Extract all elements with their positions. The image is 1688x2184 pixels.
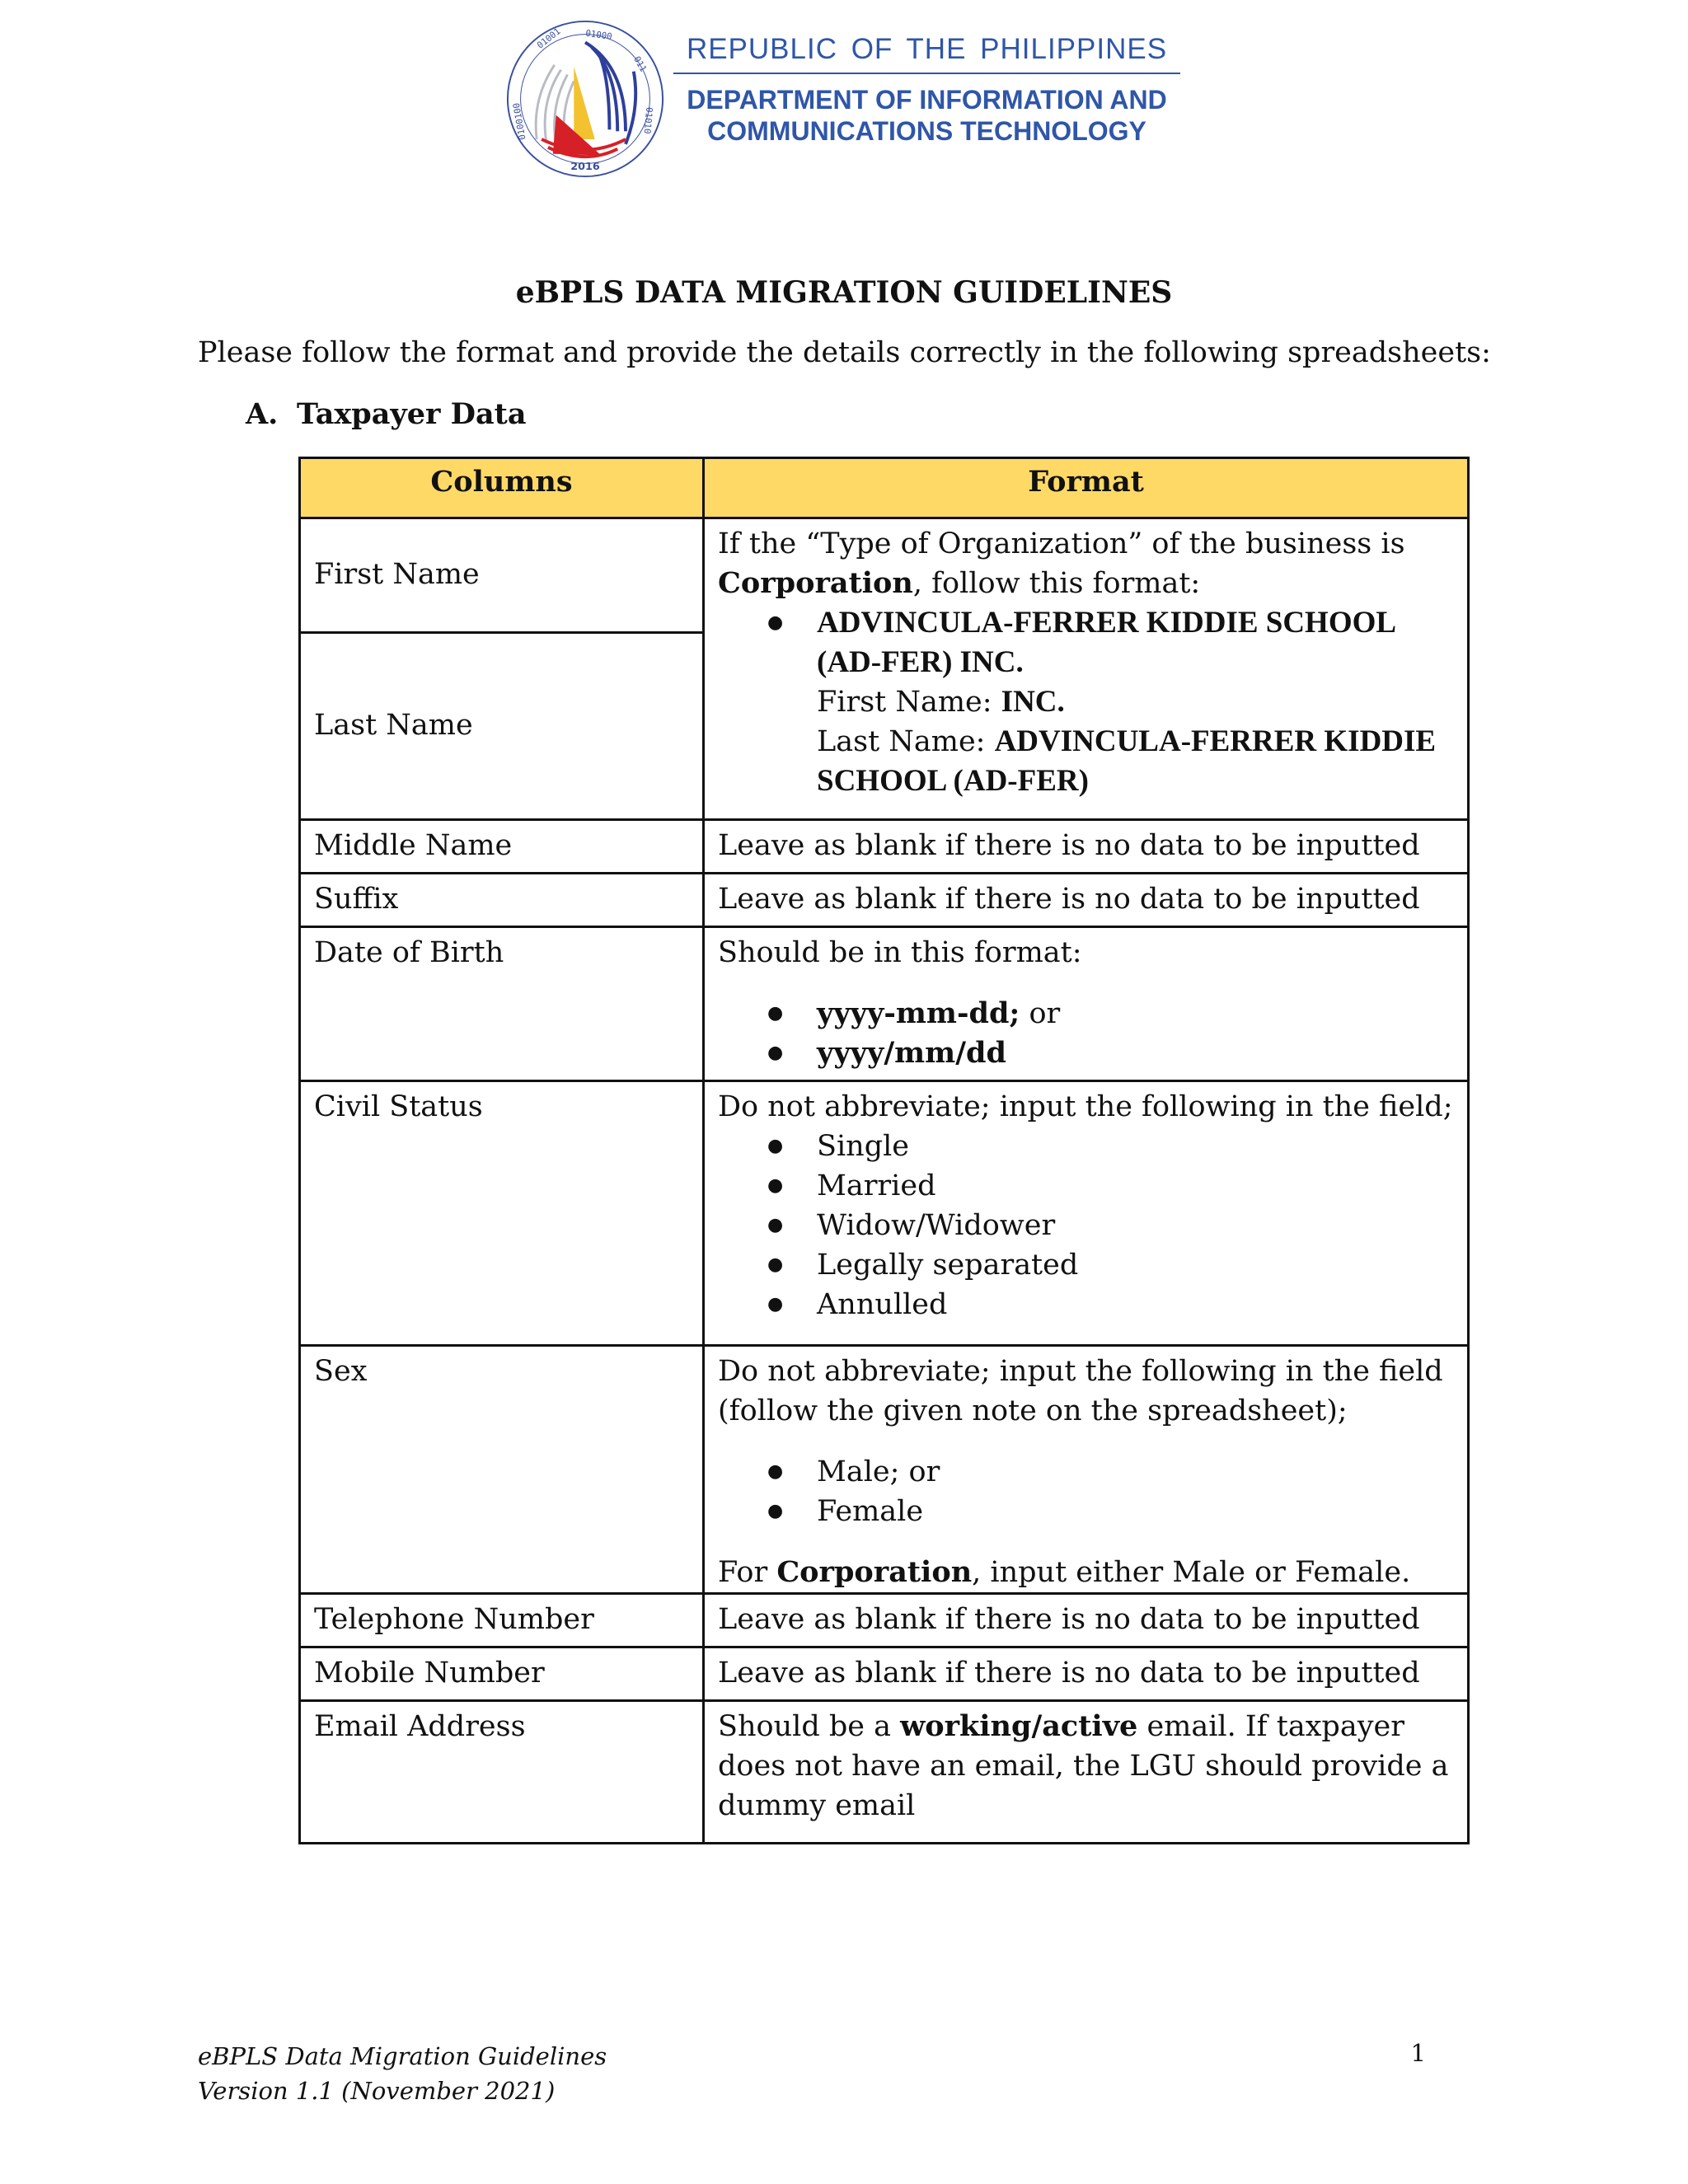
corporation-bold: Corporation bbox=[718, 566, 913, 600]
table-row bbox=[300, 518, 1469, 633]
format-header: Format bbox=[704, 458, 1469, 518]
dob-format-list bbox=[718, 994, 1454, 1073]
intro-paragraph: Please follow the format and provide the details correctly in the following spreadsheets: bbox=[198, 336, 1491, 369]
columns-header: Columns bbox=[300, 458, 704, 518]
sex-intro: Do not abbreviate; input the following in the field (follow the given note on the spreadsheet); bbox=[718, 1355, 1443, 1427]
dict-seal-logo bbox=[504, 18, 666, 180]
example-last-name bbox=[718, 722, 1454, 801]
table-row bbox=[300, 1701, 1469, 1844]
civil-status-label: Civil Status bbox=[300, 1081, 704, 1346]
table-row bbox=[300, 1346, 1469, 1594]
name-format-cell bbox=[704, 518, 1469, 820]
email-format-pre: Should be a bbox=[718, 1710, 901, 1743]
list-item: ● Single bbox=[767, 1127, 1454, 1166]
mobile-number-format: Leave as blank if there is no data to be inputted bbox=[704, 1647, 1469, 1701]
section-letter: A. bbox=[246, 397, 279, 431]
footer-document-name: eBPLS Data Migration Guidelines bbox=[198, 2042, 607, 2070]
dob-format-1: yyyy-mm-dd; bbox=[817, 996, 1020, 1030]
example-last-label: Last Name: bbox=[817, 725, 995, 758]
name-format-line1: If the “Type of Organization” of the business is bbox=[718, 527, 1405, 560]
date-of-birth-label: Date of Birth bbox=[300, 927, 704, 1081]
middle-name-label: Middle Name bbox=[300, 820, 704, 874]
first-name-label: First Name bbox=[300, 518, 704, 633]
sex-note bbox=[718, 1553, 1454, 1592]
svg-text:01001: 01001 bbox=[534, 26, 563, 51]
example-first-value: INC. bbox=[1001, 685, 1065, 719]
sex-option-list bbox=[718, 1452, 1454, 1531]
name-format-line2-rest: , follow this format: bbox=[912, 567, 1201, 600]
table-row bbox=[300, 927, 1469, 1081]
svg-text:011: 011 bbox=[631, 54, 649, 74]
letterhead bbox=[504, 18, 1180, 199]
svg-text:01000: 01000 bbox=[584, 27, 613, 43]
table-row bbox=[300, 1647, 1469, 1701]
department-name bbox=[673, 84, 1180, 147]
table-header-row bbox=[300, 458, 1469, 518]
suffix-format: Leave as blank if there is no data to be inputted bbox=[704, 874, 1469, 927]
department-name-line2: COMMUNICATIONS TECHNOLOGY bbox=[707, 116, 1146, 146]
page-footer bbox=[198, 2039, 607, 2108]
name-example-list bbox=[718, 603, 1454, 682]
civil-status-format bbox=[704, 1081, 1469, 1346]
dob-intro: Should be in this format: bbox=[718, 936, 1082, 969]
example-last-value: ADVINCULA-FERRER KIDDIE SCHOOL (AD-FER) bbox=[817, 724, 1437, 798]
page-number: 1 bbox=[1410, 2039, 1426, 2067]
table-row bbox=[300, 1081, 1469, 1346]
list-item: ● Male; or bbox=[767, 1452, 1454, 1492]
list-item: ● Female bbox=[767, 1492, 1454, 1531]
name-format-line2 bbox=[718, 564, 1454, 603]
email-format-bold: working/active bbox=[900, 1709, 1138, 1743]
list-item: ● Legally separated bbox=[767, 1245, 1454, 1285]
date-of-birth-format bbox=[704, 927, 1469, 1081]
section-heading bbox=[246, 397, 527, 431]
sex-label: Sex bbox=[300, 1346, 704, 1594]
department-name-line1: DEPARTMENT OF INFORMATION AND bbox=[687, 85, 1167, 115]
list-item: ● Married bbox=[767, 1166, 1454, 1206]
taxpayer-data-table bbox=[298, 457, 1470, 1844]
svg-text:0100100: 0100100 bbox=[510, 101, 528, 141]
list-item: ● ADVINCULA-FERRER KIDDIE SCHOOL (AD-FER) INC. bbox=[767, 603, 1454, 682]
email-address-label: Email Address bbox=[300, 1701, 704, 1844]
document-title: eBPLS DATA MIGRATION GUIDELINES bbox=[515, 275, 1173, 310]
agency-name-block bbox=[673, 33, 1180, 147]
country-name: REPUBLIC OF THE PHILIPPINES bbox=[673, 33, 1180, 74]
footer-version: Version 1.1 (November 2021) bbox=[198, 2077, 556, 2105]
list-item: ● yyyy/mm/dd bbox=[767, 1033, 1454, 1073]
suffix-label: Suffix bbox=[300, 874, 704, 927]
example-first-name bbox=[718, 682, 1454, 722]
last-name-label: Last Name bbox=[300, 633, 704, 820]
mobile-number-label: Mobile Number bbox=[300, 1647, 704, 1701]
table-row bbox=[300, 1594, 1469, 1647]
civil-status-intro: Do not abbreviate; input the following in the field; bbox=[718, 1090, 1453, 1123]
list-item: ● Annulled bbox=[767, 1285, 1454, 1324]
sex-note-bold: Corporation bbox=[776, 1555, 973, 1589]
sex-note-post: , input either Male or Female. bbox=[972, 1556, 1411, 1589]
dict-seal-icon bbox=[504, 18, 666, 180]
spacer bbox=[718, 1431, 1454, 1452]
table-row bbox=[300, 874, 1469, 927]
civil-status-list bbox=[718, 1127, 1454, 1324]
telephone-number-label: Telephone Number bbox=[300, 1594, 704, 1647]
section-title: Taxpayer Data bbox=[297, 397, 527, 431]
spacer bbox=[718, 1531, 1454, 1553]
example-first-label: First Name: bbox=[817, 686, 1001, 719]
email-address-format bbox=[704, 1701, 1469, 1844]
table-row bbox=[300, 820, 1469, 874]
dob-format-1-suffix: or bbox=[1020, 997, 1061, 1030]
svg-text:01010: 01010 bbox=[641, 106, 655, 134]
spacer bbox=[718, 972, 1454, 994]
email-format-post: email. If taxpayer does not have an email, the LGU should provide a dummy email bbox=[718, 1710, 1449, 1822]
middle-name-format: Leave as blank if there is no data to be inputted bbox=[704, 820, 1469, 874]
sex-note-pre: For bbox=[718, 1556, 777, 1589]
list-item bbox=[767, 994, 1454, 1033]
svg-text:2016: 2016 bbox=[570, 161, 600, 174]
sex-format bbox=[704, 1346, 1469, 1594]
telephone-number-format: Leave as blank if there is no data to be inputted bbox=[704, 1594, 1469, 1647]
list-item: ● Widow/Widower bbox=[767, 1206, 1454, 1245]
